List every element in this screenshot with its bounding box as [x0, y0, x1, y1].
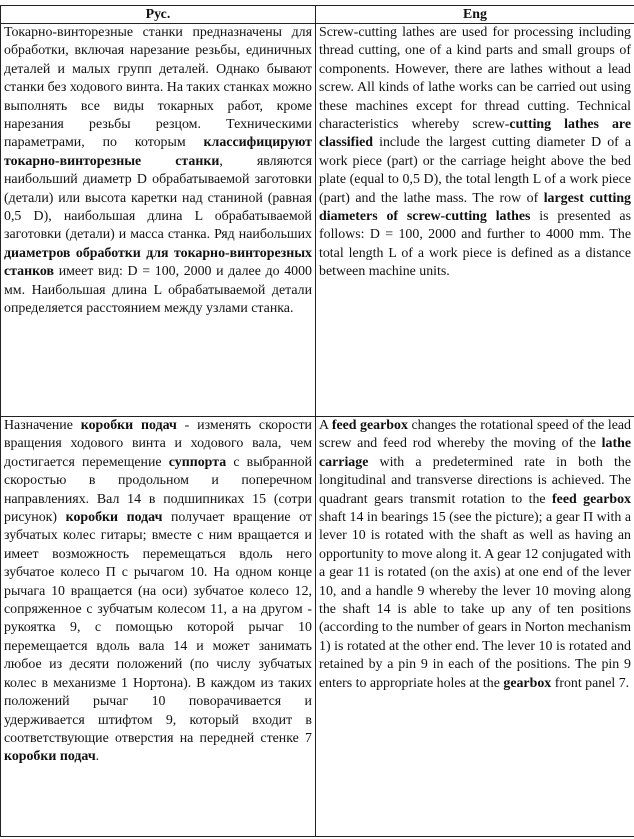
text-run: получает вращение от зубчатых колес гитары; вместе с ним вращается и имеет возможность перемещаться вдоль него зубчатое колесо П с рычагом 10. На одном конце рычага 10 вращается (на оси) зубчатое колесо 12, сопряженное с зубчатым колесом 11, а на другом - рукоятка 9, с помощью которой рычаг 10 перемещается вдоль вала 14 и может занимать любое из десяти положений (по числу зубчатых колес в механизме 1 Нортона). В каждом из таких положений рычаг 10 поворачивается и удерживается штифтом 9, который входит в соответствующие отверстия на передней стенке 7 [4, 510, 312, 746]
text-run: shaft 14 in bearings 15 (see the picture); a gear П with a lever 10 is rotated with the shaft as well as having an opportunity to move along it. A gear 12 conjugated with a gear 11 is rotated (on the axis) at one end of the lever 10, and a handle 9 whereby the lever 10 moving along the shaft 14 is able to take up any of ten positions (according to the number of gears in Norton mechanism 1) is rotated at the other end. The lever 10 is rotated and retained by a pin 9 in each of the positions. The pin 9 enters to appropriate holes at the [319, 510, 631, 691]
table-row [1, 417, 634, 837]
term-bold: диаметров обработки для токарно-винторезных станков [4, 245, 312, 280]
cell-ru [1, 24, 316, 417]
header-ru: Рус. [1, 6, 316, 24]
term-bold: коробки подач [80, 418, 177, 433]
term-bold: gearbox [503, 675, 552, 691]
text-run: changes the rotational speed of the lead screw and feed rod whereby the moving of the [319, 418, 631, 452]
header-row [1, 6, 634, 24]
cell-en [316, 417, 634, 837]
term-bold: cutting lathes are classified [319, 117, 631, 151]
glossary-table [0, 5, 634, 837]
term-bold: коробки подач [65, 510, 163, 526]
text-run: Screw-cutting lathes are used for processing including thread cutting, one of a kind parts and small groups of components. However, there are lathes without a lead screw. All kinds of lathe works can be carried out using these machines except for thread cutting. Technical characteristics whereby screw- [319, 25, 631, 133]
cell-ru [1, 417, 316, 837]
term-bold: классифицируют токарно-винторезные станки [4, 135, 312, 169]
cell-en [316, 24, 634, 417]
text-run: A [319, 418, 332, 433]
term-bold: largest cutting diameters of screw-cutting lathes [319, 190, 631, 225]
text-run: - изменять скорости вращения ходового винта и ходового вала, чем достигается перемещение [4, 418, 312, 470]
term-bold: lathe carriage [319, 436, 631, 470]
table-row [1, 24, 634, 417]
text-run: с выбранной скоростью в продольном и поперечном направлениях. Вал 14 в подшипниках 15 (сотри рисунок) [4, 454, 312, 526]
text-run: Токарно-винторезные станки предназначены для обработки, включая нарезание резьбы, единичных деталей и малых групп деталей. Однако бывают станки без ходового винта. На таких станках можно выполнять все виды токарных работ, кроме нарезания резьбы резцом. Техническими параметрами, по которым [4, 25, 312, 151]
text-run: Назначение [4, 418, 81, 433]
term-bold: feed gearbox [331, 418, 408, 433]
header-en: Eng [316, 6, 634, 24]
text-run: front panel 7. [551, 675, 630, 691]
term-bold: суппорта [168, 454, 227, 470]
text-run: is presented as follows: D = 100, 2000 and further to 4000 mm. The total length L of a work piece is defined as a distance between machine units. [319, 209, 631, 280]
text-run: , являются наибольший диаметр D обрабатываемой заготовки (детали) или высота каретки над станиной (равная 0,5 D), наибольшая длина L обрабатываемой заготовки (детали) и масса станка. Ряд наибольших [4, 153, 312, 243]
text-run: with a predetermined rate in both the longitudinal and transverse directions is achieved. The quadrant gears transmit rotation to the [319, 454, 631, 507]
term-bold: коробки подач [4, 749, 96, 765]
text-run: include the largest cutting diameter D of a work piece (part) or the carriage height above the bed plate (equal to 0,5 D), the total length L of a work piece (part) and the lathe mass. The row of [319, 135, 631, 206]
term-bold: feed gearbox [552, 491, 631, 507]
text-run: . [95, 749, 100, 765]
text-run: имеет вид: D = 100, 2000 и далее до 4000 мм. Наибольшая длина L обрабатываемой детали определяется расстоянием между узлами станка. [4, 264, 312, 317]
